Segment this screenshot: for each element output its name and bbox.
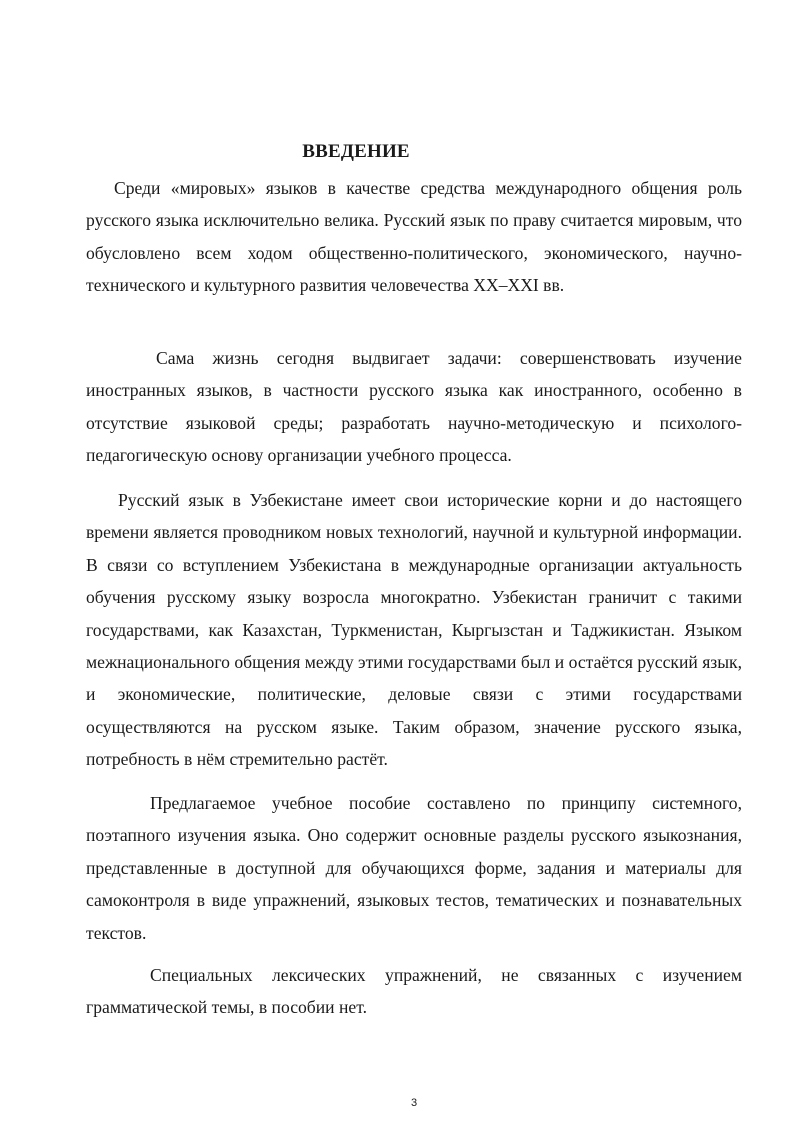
paragraph-3: Русский язык в Узбекистане имеет свои исторические корни и до настоящего времени является проводником новых технологий, научной и культурной информации. В связи со вступлением Узбекистана в международные организации актуальность обучения русскому языку возросла многократно. Узбекистан граничит с такими государствами, как Казахстан, Туркменистан, Кыргызстан и Таджикистан. Языком межнационального общения между этими государствами был и остаётся русский язык, и экономические, политические, деловые связи с этими государствами осуществляются на русском языке. Таким образом, значение русского языка, потребность в нём стремительно растёт. bbox=[86, 490, 742, 770]
paragraph-4: Предлагаемое учебное пособие составлено по принципу системного, поэтапного изучения языка. Оно содержит основные разделы русского языкознания, представленные в доступной для обучающихся форме, задания и материалы для самоконтроля в виде упражнений, языковых тестов, тематических и познавательных текстов. bbox=[86, 793, 742, 943]
paragraph-2: Сама жизнь сегодня выдвигает задачи: совершенствовать изучение иностранных языков, в частности русского языка как иностранного, особенно в отсутствие языковой среды; разработать научно-методическую и психолого-педагогическую основу организации учебного процесса. bbox=[86, 348, 742, 466]
paragraph-5: Специальных лексических упражнений, не связанных с изучением грамматической темы, в пособии нет. bbox=[86, 965, 742, 1018]
paragraph-1: Среди «мировых» языков в качестве средства международного общения роль русского языка исключительно велика. Русский язык по праву считается мировым, что обусловлено всем ходом общественно-политического, экономического, научно-технического и культурного развития человечества XX–XXI вв. bbox=[86, 178, 742, 296]
section-title: ВВЕДЕНИЕ bbox=[302, 140, 410, 162]
page-number: 3 bbox=[410, 1097, 418, 1109]
